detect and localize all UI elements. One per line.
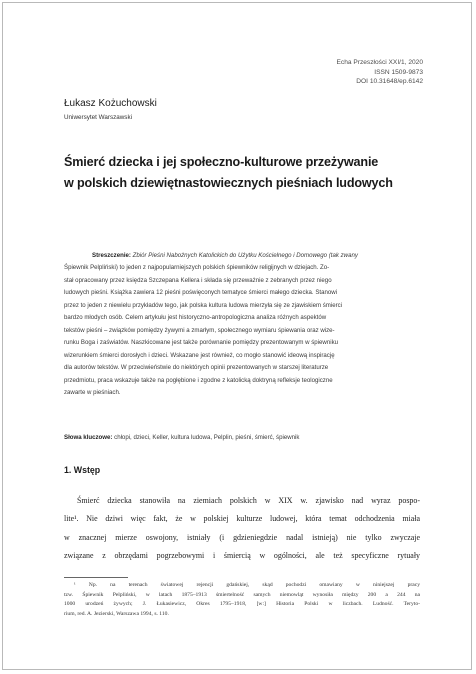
keywords-text: chłopi, dzieci, Keller, kultura ludowa, Pelplin, pieśni, śmierć, śpiewnik bbox=[114, 434, 300, 441]
title-line: Śmierć dziecka i jej społeczno-kulturowe przeżywanie bbox=[64, 155, 379, 169]
journal-meta bbox=[337, 58, 424, 87]
abstract-line: tekstów pieśni – związków pomiędzy żywymi a zmarłym, społecznego wymiaru śpiewania oraz wize- bbox=[64, 326, 335, 334]
title-line: w polskich dziewiętnastowiecznych pieśniach ludowych bbox=[64, 176, 393, 190]
abstract-line: przez to jeden z niewielu przykładów tego, jak polska kultura ludowa mierzyła się ze zjawiskiem śmierci bbox=[64, 301, 343, 309]
body-line: lite¹. Nie dziwi więc fakt, że w polskiej kulturze ludowej, która temat odchodzenia miała bbox=[64, 514, 420, 524]
body-line: w znacznej mierze oswojony, istniały (i gdzieniegdzie nadal istnieją) nie tylko zwyczaje bbox=[64, 532, 420, 542]
journal-doi: DOI 10.31648/ep.6142 bbox=[356, 78, 423, 86]
footnote-line: rium, red. A. Jezierski, Warszawa 1994, s. 110. bbox=[64, 610, 169, 617]
abstract-line: ludowych pieśni. Książka zawiera 12 pieśni poświęconych tematyce śmierci małego dziecka. Stanowi bbox=[64, 289, 337, 297]
abstract-line bbox=[64, 250, 420, 262]
abstract-line: wizerunkiem śmierci dorosłych i dzieci. Wskazane jest również, co mogło stanowić ideową inspirację bbox=[64, 351, 335, 359]
abstract-line-text: Zbiór Pieśni Nabożnych Katolickich do Użytku Kościelnego i Domowego (tak zwany bbox=[132, 252, 358, 259]
abstract-line: runku Boga i zaświatów. Naszkicowane jest także porównanie pomiędzy prezentowanym w śpiewniku bbox=[64, 339, 339, 347]
keywords-label: Słowa kluczowe: bbox=[64, 434, 113, 441]
body-line: Śmierć dziecka stanowiła na ziemiach polskich w XIX w. zjawisko nad wyraz pospo- bbox=[77, 496, 420, 505]
abstract-line: zawarte w pieśniach. bbox=[64, 388, 121, 396]
journal-issn: ISSN 1509-9873 bbox=[374, 68, 423, 76]
abstract-label: Streszczenie: bbox=[92, 252, 131, 259]
author-affiliation: Uniwersytet Warszawski bbox=[64, 114, 132, 121]
footnote-line: 1000 urodzeń żywych; J. Łukasiewicz, Okres 1795–1918, [w:] Historia Polski w liczbach. Ludność. Teryto- bbox=[64, 601, 420, 608]
body-line: związane z obrzędami pogrzebowymi i śmiercią w ogólności, ale też specyficzne rytuały bbox=[64, 550, 420, 560]
section-heading: 1. Wstęp bbox=[64, 465, 101, 475]
body-paragraph bbox=[64, 492, 420, 565]
journal-issue: Echa Przeszłości XXI/1, 2020 bbox=[336, 59, 423, 66]
article-title bbox=[64, 152, 424, 194]
abstract-line: przedmiotu, praca wskazuje także na pogłębione i zgodne z katolicką doktryną refleksje teologiczne bbox=[64, 376, 333, 384]
author-name: Łukasz Kożuchowski bbox=[64, 98, 157, 109]
footnote bbox=[64, 581, 420, 619]
abstract-line: stał opracowany przez księdza Szczepana Kellera i składa się przeważnie z zebranych przez niego bbox=[64, 276, 332, 284]
footnote-separator bbox=[64, 577, 128, 578]
abstract-line: bardzo młodych osób. Celem artykułu jest historyczno-antropologiczna analiza różnych aspektów bbox=[64, 314, 327, 322]
abstract bbox=[64, 250, 420, 399]
keywords bbox=[64, 434, 420, 441]
abstract-line: dla autorów tekstów. W przeciwieństwie do niektórych opinii prezentowanych w starszej literaturze bbox=[64, 364, 329, 372]
footnote-line: tzw. Śpiewnik Pelpliński, w latach 1875–1913 śmiertelność samych niemowląt wynosiła między 200 a 244 na bbox=[64, 591, 420, 598]
footnote-line: ¹ Np. na terenach światowej rejencji gdańskiej, skąd pochodzi omawiany w niniejszej pracy bbox=[74, 582, 420, 588]
abstract-line: Śpiewnik Pelpliński) to jeden z najpopularniejszych polskich śpiewników religijnych w dziejach. Zo- bbox=[64, 264, 330, 272]
paper-page bbox=[2, 2, 472, 670]
